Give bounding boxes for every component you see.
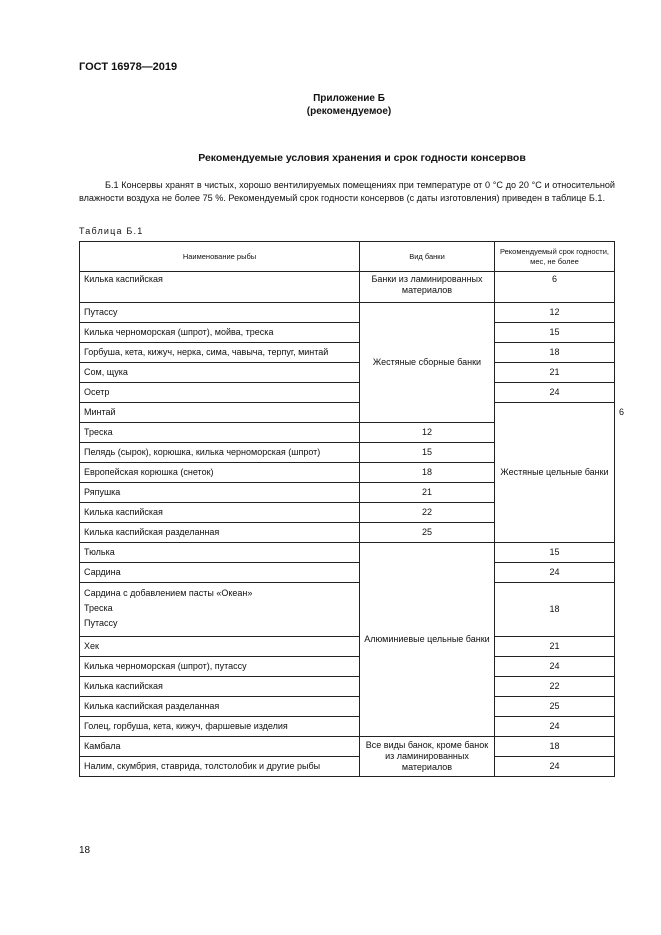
fish-cell: Килька каспийская bbox=[80, 677, 360, 697]
fish-cell: Килька каспийская разделанная bbox=[80, 523, 360, 543]
header-shelf-life: Рекомендуемый срок годности, мес, не более bbox=[495, 242, 615, 272]
jar-type-cell: Жестяные сборные банки bbox=[360, 303, 495, 423]
shelf-life-cell: 18 bbox=[495, 343, 615, 363]
jar-type-cell: Жестяные цельные банки bbox=[495, 403, 615, 543]
fish-cell: Сардина bbox=[80, 563, 360, 583]
fish-cell: Минтай bbox=[80, 403, 360, 423]
fish-cell: Сом, щука bbox=[80, 363, 360, 383]
jar-type-cell: Все виды банок, кроме банок из ламинированных материалов bbox=[360, 737, 495, 777]
document-header: ГОСТ 16978—2019 bbox=[79, 61, 178, 73]
fish-cell: Европейская корюшка (снеток) bbox=[80, 463, 360, 483]
table-row bbox=[80, 737, 615, 757]
table-row bbox=[80, 637, 615, 657]
table-row bbox=[80, 563, 615, 583]
appendix-title: Приложение Б bbox=[313, 93, 385, 104]
jar-type-cell: Алюминиевые цельные банки bbox=[360, 543, 495, 737]
table-row bbox=[80, 543, 615, 563]
header-fish: Наименование рыбы bbox=[80, 242, 360, 272]
fish-cell: Килька каспийская разделанная bbox=[80, 697, 360, 717]
fish-cell: Хек bbox=[80, 637, 360, 657]
table-row bbox=[80, 677, 615, 697]
fish-cell: Ряпушка bbox=[80, 483, 360, 503]
shelf-life-table bbox=[79, 241, 625, 777]
shelf-life-cell: 15 bbox=[360, 443, 495, 463]
shelf-life-cell: 24 bbox=[495, 383, 615, 403]
fish-cell: Пелядь (сырок), корюшка, килька черноморская (шпрот) bbox=[80, 443, 360, 463]
table-row bbox=[80, 323, 615, 343]
fish-cell: Осетр bbox=[80, 383, 360, 403]
fish-cell: Горбуша, кета, кижуч, нерка, сима, чавыча, терпуг, минтай bbox=[80, 343, 360, 363]
table-row bbox=[80, 583, 615, 637]
body-paragraph: Б.1 Консервы хранят в чистых, хорошо вентилируемых помещениях при температуре от 0 °С до 20 °С и относительной влажности воздуха не более 75 %. Рекомендуемый срок годности консервов (с даты изготовления) приведен в таблице Б.1. bbox=[79, 180, 615, 203]
shelf-life-cell: 6 bbox=[495, 272, 615, 303]
shelf-life-cell: 22 bbox=[495, 677, 615, 697]
shelf-life-cell: 24 bbox=[495, 657, 615, 677]
shelf-life-cell: 24 bbox=[495, 757, 615, 777]
fish-cell: Треска bbox=[80, 423, 360, 443]
table-row bbox=[80, 657, 615, 677]
table-row bbox=[80, 383, 615, 403]
fish-line: Треска bbox=[84, 603, 113, 613]
table-row bbox=[80, 343, 615, 363]
table-row bbox=[80, 303, 615, 323]
shelf-life-cell: 21 bbox=[495, 363, 615, 383]
shelf-life-cell: 25 bbox=[495, 697, 615, 717]
table-row bbox=[80, 757, 615, 777]
jar-type-cell: Банки из ламинированных материалов bbox=[360, 272, 495, 303]
fish-line: Сардина с добавлением пасты «Океан» bbox=[84, 588, 253, 598]
fish-cell: Килька черноморская (шпрот), мойва, треска bbox=[80, 323, 360, 343]
page-number: 18 bbox=[79, 845, 91, 856]
shelf-life-cell: 12 bbox=[495, 303, 615, 323]
shelf-life-cell: 15 bbox=[495, 543, 615, 563]
appendix-heading bbox=[0, 92, 661, 118]
fish-cell: Килька каспийская bbox=[80, 272, 360, 303]
fish-cell bbox=[80, 583, 360, 637]
table-caption: Таблица Б.1 bbox=[79, 226, 144, 236]
section-title: Рекомендуемые условия хранения и срок годности консервов bbox=[198, 152, 526, 164]
fish-cell: Килька черноморская (шпрот), путассу bbox=[80, 657, 360, 677]
fish-line: Путассу bbox=[84, 618, 118, 628]
fish-cell: Налим, скумбрия, ставрида, толстолобик и другие рыбы bbox=[80, 757, 360, 777]
shelf-life-cell: 12 bbox=[360, 423, 495, 443]
table-row bbox=[80, 697, 615, 717]
shelf-life-cell: 18 bbox=[360, 463, 495, 483]
fish-cell: Путассу bbox=[80, 303, 360, 323]
table-row bbox=[80, 363, 615, 383]
appendix-subtitle: (рекомендуемое) bbox=[306, 106, 392, 117]
table-row bbox=[80, 717, 615, 737]
shelf-life-cell: 25 bbox=[360, 523, 495, 543]
shelf-life-cell: 18 bbox=[495, 737, 615, 757]
fish-cell: Камбала bbox=[80, 737, 360, 757]
shelf-life-cell: 15 bbox=[495, 323, 615, 343]
shelf-life-cell: 24 bbox=[495, 563, 615, 583]
table-header-row bbox=[80, 242, 615, 272]
fish-cell: Килька каспийская bbox=[80, 503, 360, 523]
shelf-life-cell: 18 bbox=[495, 583, 615, 637]
table-row: Минтай Жестяные цельные банки 6 bbox=[80, 403, 615, 423]
shelf-life-cell: 21 bbox=[360, 483, 495, 503]
fish-cell: Голец, горбуша, кета, кижуч, фаршевые изделия bbox=[80, 717, 360, 737]
shelf-life-cell: 21 bbox=[495, 637, 615, 657]
shelf-life-cell: 24 bbox=[495, 717, 615, 737]
fish-cell: Тюлька bbox=[80, 543, 360, 563]
header-jar: Вид банки bbox=[360, 242, 495, 272]
table-row bbox=[80, 272, 615, 303]
shelf-life-cell: 22 bbox=[360, 503, 495, 523]
